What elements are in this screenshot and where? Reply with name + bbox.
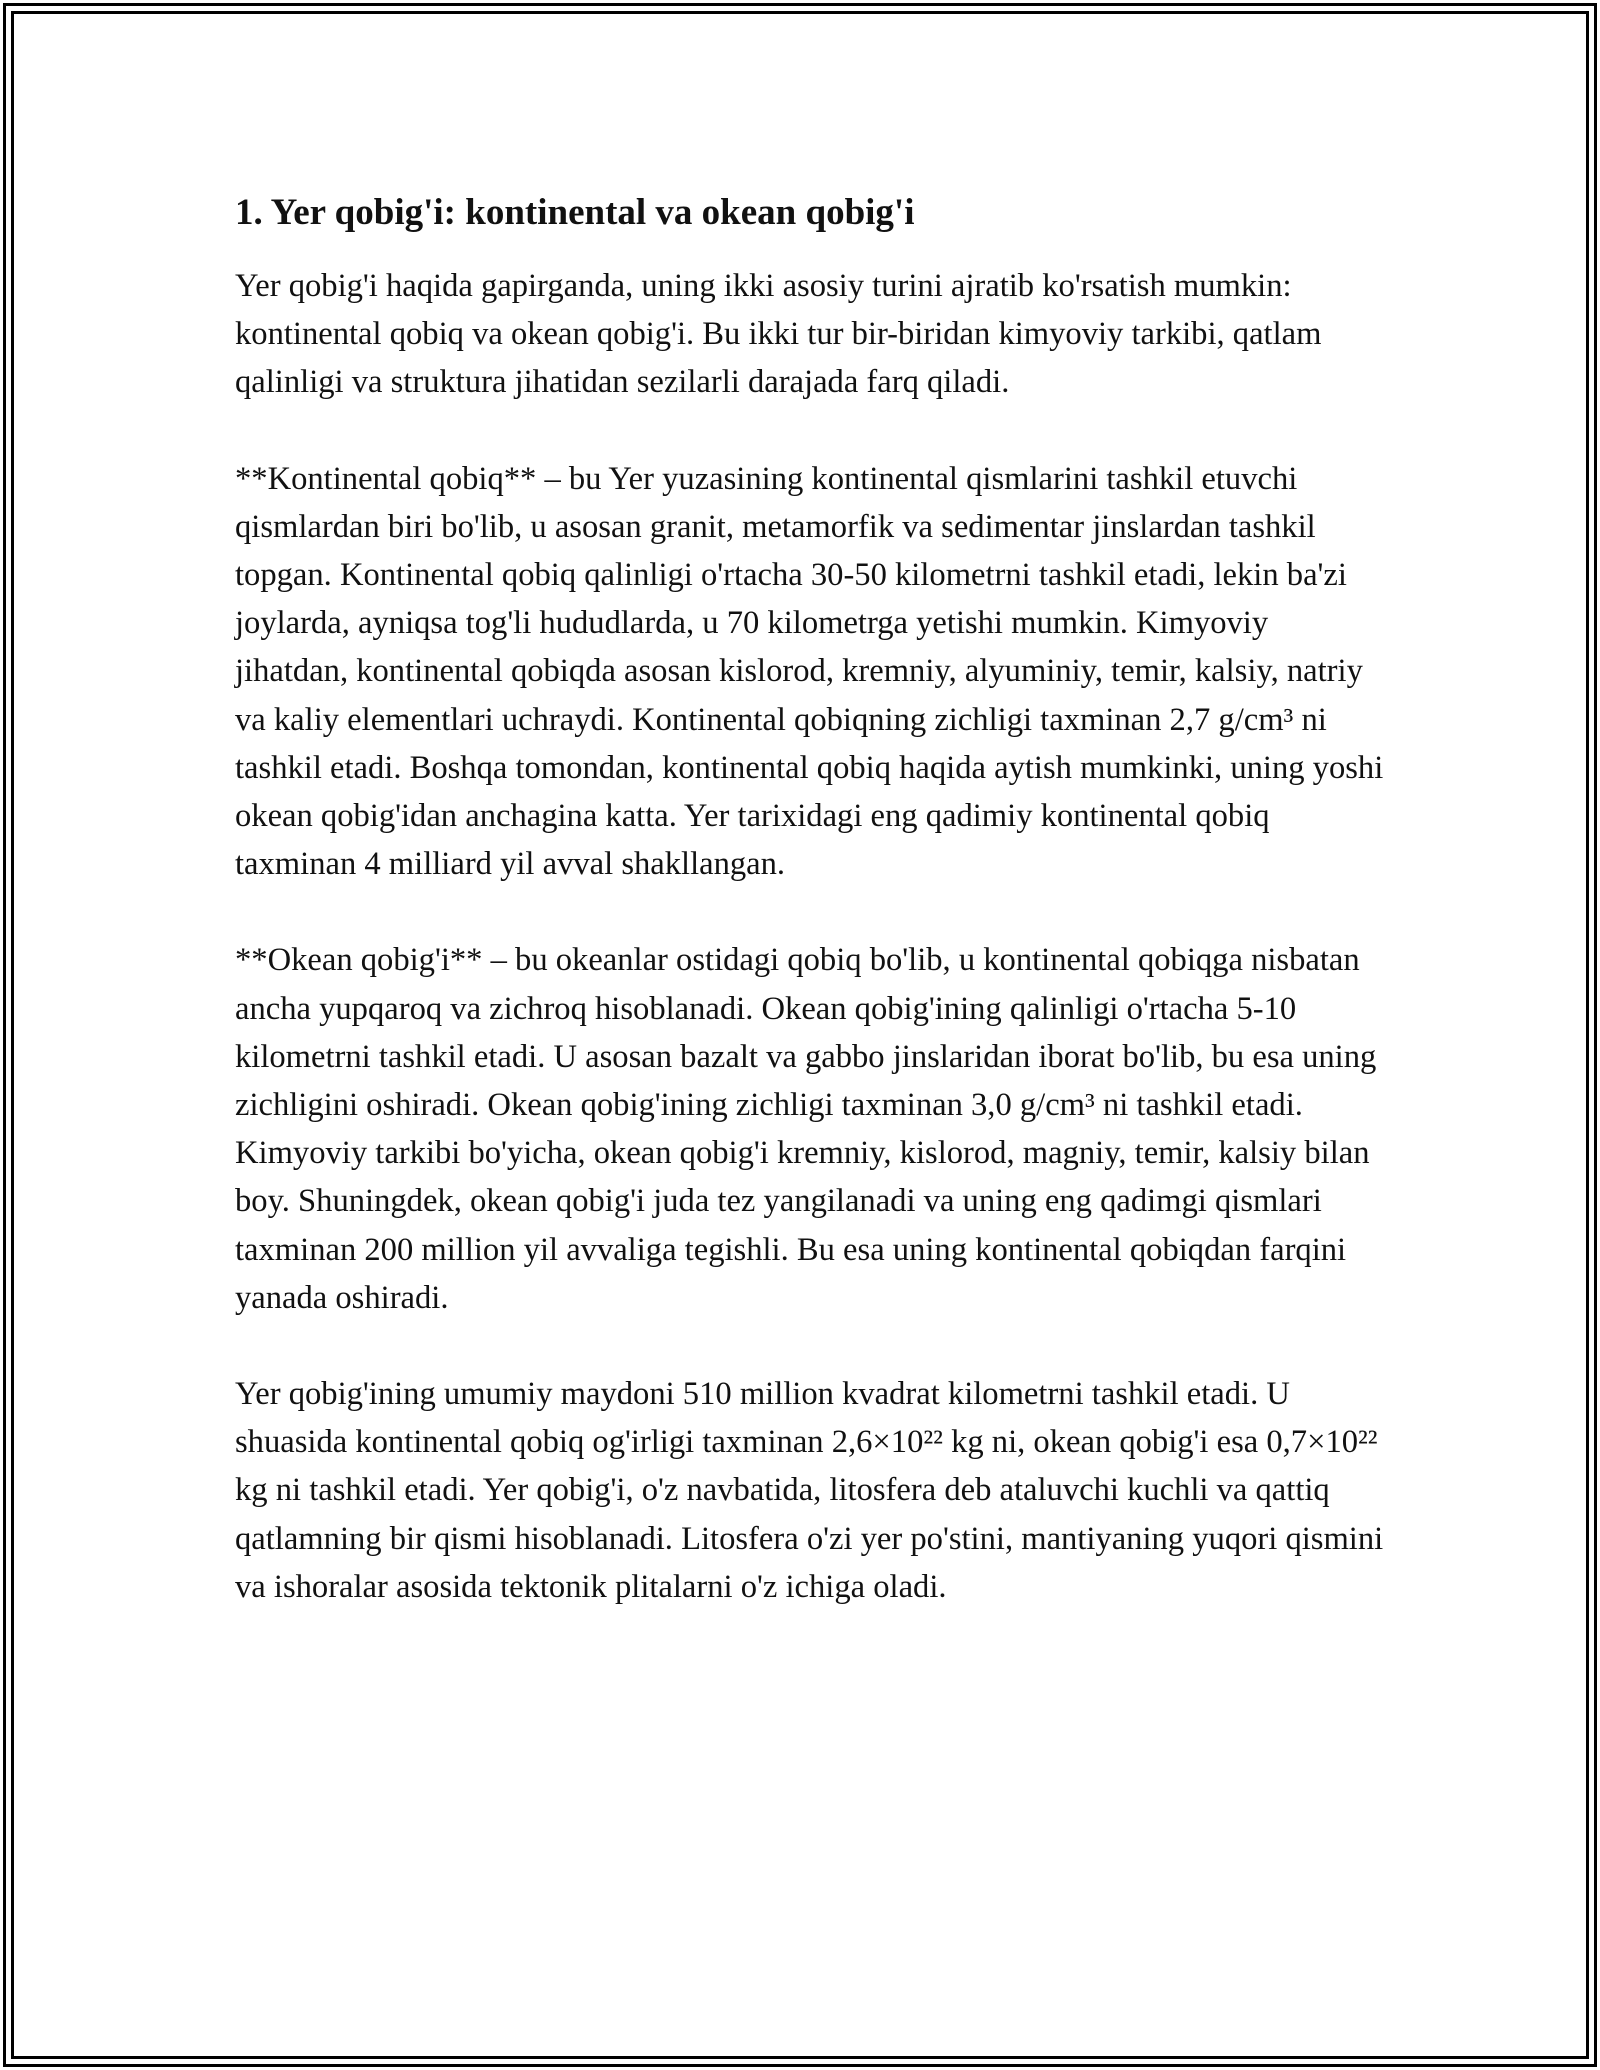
section-heading: 1. Yer qobig'i: kontinental va okean qobig'i [235, 192, 915, 233]
document-body [235, 186, 1385, 1659]
paragraph-continental-crust: **Kontinental qobiq** – bu Yer yuzasining kontinental qismlarini tashkil etuvchi qismlardan biri bo'lib, u asosan granit, metamorfik va sedimentar jinslardan tashkil topgan. Kontinental qobiq qalinligi o'rtacha 30-50 kilometrni tashkil etadi, lekin ba'zi joylarda, ayniqsa tog'li hududlarda, u 70 kilometrga yetishi mumkin. Kimyoviy jihatdan, kontinental qobiqda asosan kislorod, kremniy, alyuminiy, temir, kalsiy, natriy va kaliy elementlari uchraydi. Kontinental qobiqning zichligi taxminan 2,7 g/cm³ ni tashkil etadi. Boshqa tomondan, kontinental qobiq haqida aytish mumkinki, uning yoshi okean qobig'idan anchagina katta. Yer tarixidagi eng qadimiy kontinental qobiq taxminan 4 milliard yil avval shakllangan. [235, 460, 1384, 883]
paragraph-intro: Yer qobig'i haqida gapirganda, uning ikki asosiy turini ajratib ko'rsatish mumkin: kontinental qobiq va okean qobig'i. Bu ikki tur bir-biridan kimyoviy tarkibi, qatlam qalinligi va struktura jihatidan sezilarli darajada farq qiladi. [235, 268, 1322, 401]
paragraph-summary: Yer qobig'ining umumiy maydoni 510 million kvadrat kilometrni tashkil etadi. U shuasida kontinental qobiq og'irligi taxminan 2,6×10²² kg ni, okean qobig'i esa 0,7×10²² kg ni tashkil etadi. Yer qobig'i, o'z navbatida, litosfera deb ataluvchi kuchli va qattiq qatlamning bir qismi hisoblanadi. Litosfera o'zi yer po'stini, mantiyaning yuqori qismini va ishoralar asosida tektonik plitalarni o'z ichiga oladi. [235, 1376, 1384, 1605]
paragraph-oceanic-crust: **Okean qobig'i** – bu okeanlar ostidagi qobiq bo'lib, u kontinental qobiqga nisbatan ancha yupqaroq va zichroq hisoblanadi. Okean qobig'ining qalinligi o'rtacha 5-10 kilometrni tashkil etadi. U asosan bazalt va gabbo jinslaridan iborat bo'lib, bu esa uning zichligini oshiradi. Okean qobig'ining zichligi taxminan 3,0 g/cm³ ni tashkil etadi. Kimyoviy tarkibi bo'yicha, okean qobig'i kremniy, kislorod, magniy, temir, kalsiy bilan boy. Shuningdek, okean qobig'i juda tez yangilanadi va uning eng qadimgi qismlari taxminan 200 million yil avvaliga tegishli. Bu esa uning kontinental qobiqdan farqini yanada oshiradi. [235, 942, 1377, 1316]
